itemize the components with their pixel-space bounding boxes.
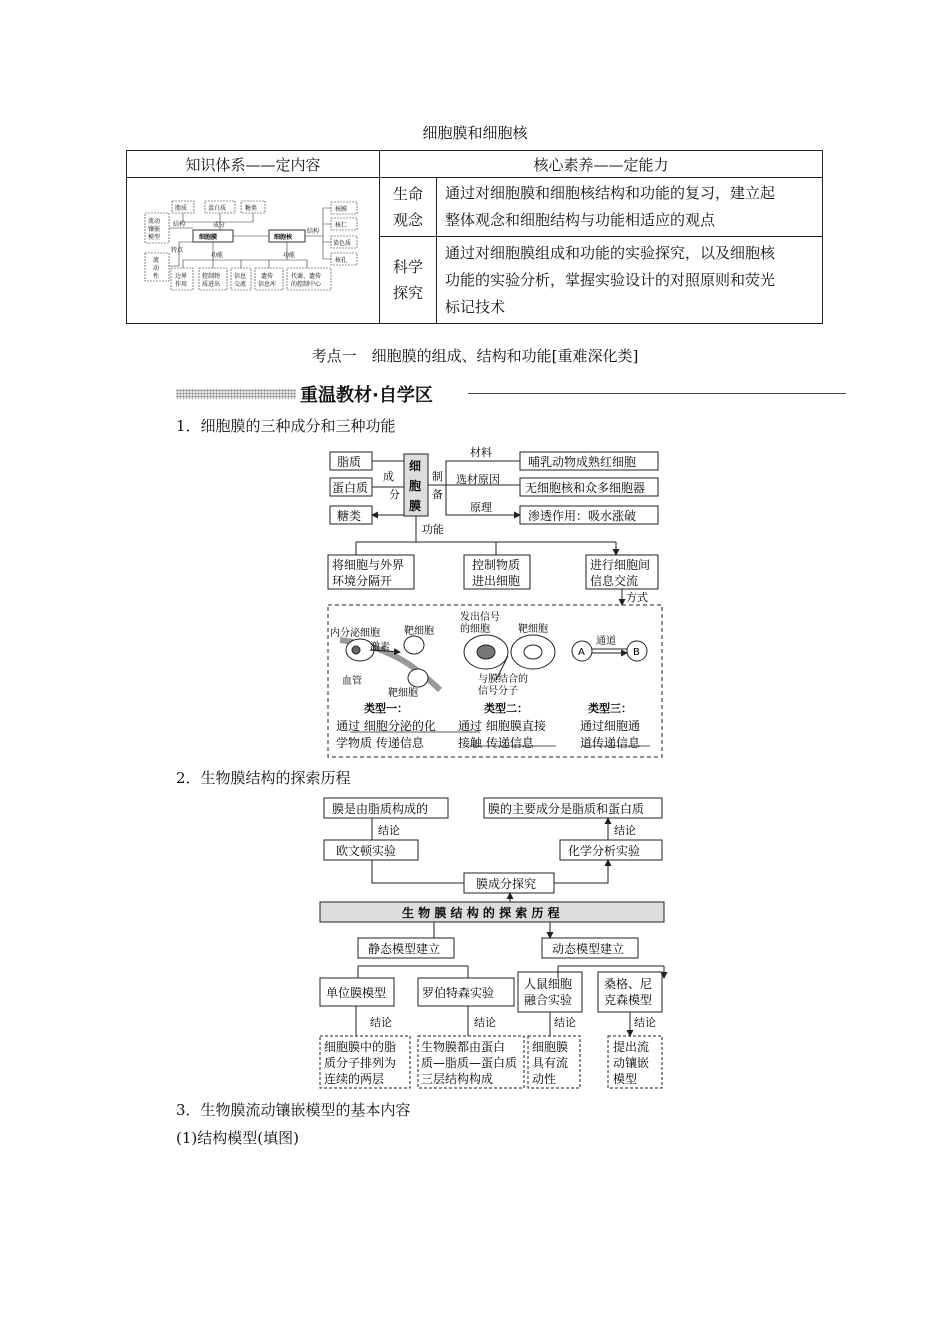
- page-title: 细胞膜和细胞核: [422, 124, 528, 142]
- mini-fluid-l3: 模型: [148, 233, 161, 241]
- mini-membrane: 细胞膜: [199, 233, 218, 241]
- mini-function2: 功能: [283, 251, 296, 259]
- robertson-experiment: 罗伯特森实验: [422, 986, 495, 1000]
- desc-line: 通过对细胞膜和细胞核结构和功能的复习，建立起: [445, 184, 776, 202]
- type1-vessel: 血管: [342, 676, 362, 687]
- desc-science-inquiry: [437, 237, 823, 324]
- mini-function: 功能: [211, 251, 224, 259]
- dotted-bar: [176, 389, 296, 399]
- result-material: 哺乳动物成熟红细胞: [528, 455, 637, 469]
- type2-target: 靶细胞: [518, 624, 548, 635]
- label-zhi: 制: [432, 470, 443, 483]
- function-2-l2: 进出细胞: [472, 574, 521, 588]
- knowledge-table: [126, 150, 823, 324]
- fusion-l2: 融合实验: [524, 993, 573, 1007]
- function-1-l2: 环境分隔开: [332, 574, 393, 588]
- singer-l2: 克森模型: [604, 993, 653, 1007]
- desc-line: 整体观念和细胞结构与功能相适应的观点: [445, 211, 716, 229]
- cat-line: 科学: [392, 258, 423, 276]
- type3-desc-l2: 道传递信息: [580, 736, 641, 750]
- cat-line: 生命: [392, 185, 423, 203]
- label-fen: 分: [389, 488, 400, 501]
- type2-sender-l2: 的细胞: [460, 624, 490, 635]
- result4-l2: 动镶嵌: [613, 1056, 650, 1070]
- type1-target-1: 靶细胞: [404, 626, 434, 637]
- label-method: 方式: [626, 591, 648, 604]
- type3-label: 类型三：: [588, 702, 632, 715]
- component-lipid: 脂质: [337, 455, 362, 469]
- mini-fluidity-l1: 流: [153, 256, 160, 264]
- label-conclusion-1: 结论: [370, 1016, 392, 1029]
- heading-3: 3．生物膜流动镶嵌模型的基本内容: [176, 1101, 411, 1119]
- type1-desc-l2: 学物质 传递信息: [336, 736, 424, 750]
- label-material: 材料: [470, 446, 492, 459]
- type2-signal-l1: 与膜结合的: [478, 674, 528, 685]
- type2-sender-l1: 发出信号: [460, 612, 500, 623]
- desc-line: 通过对细胞膜组成和功能的实验探究，以及细胞核: [445, 243, 776, 262]
- type1-secreting-cell: 内分泌细胞: [330, 628, 380, 639]
- mini-protein: 蛋白质: [208, 204, 227, 212]
- heading-3-sub: (1)结构模型(填图): [176, 1129, 299, 1147]
- result2-l3: 三层结构构成: [421, 1072, 494, 1086]
- mini-sugar: 糖类: [245, 204, 258, 212]
- mini-feature: 特点: [171, 246, 184, 254]
- result-principle: 渗透作用：吸水涨破: [528, 509, 637, 523]
- diagram-membrane-exploration-history: [318, 792, 668, 1092]
- mini-structure: 结构: [173, 220, 186, 228]
- category-life-concept: [380, 178, 437, 237]
- type1-label: 类型一：: [364, 702, 408, 715]
- label-bei: 备: [432, 488, 443, 501]
- mini-f5-l2: 的控制中心: [291, 280, 322, 288]
- mini-f2-l2: 质进出: [202, 280, 221, 288]
- mini-chromatin: 染色质: [333, 239, 352, 247]
- mini-f1-l1: 边界: [175, 272, 188, 280]
- chemical-analysis: 化学分析实验: [568, 844, 641, 858]
- function-3-l2: 信息交流: [590, 574, 639, 588]
- mini-nuclear-pore: 核孔: [335, 256, 348, 264]
- function-3-l1: 进行细胞间: [590, 558, 651, 572]
- label-conclusion-3: 结论: [554, 1016, 576, 1029]
- result3-l3: 动性: [532, 1072, 557, 1086]
- mini-component: 成分: [213, 221, 226, 229]
- desc-life-concept: [437, 178, 823, 237]
- result2-l2: 质—脂质—蛋白质: [421, 1056, 518, 1070]
- result3-l2: 具有流: [532, 1056, 569, 1070]
- result1-l2: 质分子排列为: [324, 1056, 397, 1070]
- mini-f2-l1: 控制物: [202, 272, 221, 280]
- category-science-inquiry: [380, 237, 437, 324]
- label-principle: 原理: [470, 501, 492, 514]
- mini-f5-l1: 代谢、遗传: [291, 272, 322, 280]
- result3-l1: 细胞膜: [532, 1040, 569, 1054]
- result-reason: 无细胞核和众多细胞器: [525, 481, 646, 495]
- mini-concept-map-cell: [127, 178, 380, 324]
- static-model: 静态模型建立: [368, 942, 441, 956]
- type1-target-2: 靶细胞: [388, 688, 418, 699]
- result2-l1: 生物膜都由蛋白: [421, 1040, 506, 1054]
- mini-lipid: 脂质: [175, 204, 188, 212]
- mini-fluidity-l3: 性: [153, 272, 160, 280]
- center-xi: 细: [409, 459, 422, 473]
- type2-label: 类型二：: [484, 702, 528, 715]
- label-conclusion-l: 结论: [378, 824, 400, 837]
- component-sugar: 糖类: [337, 509, 362, 523]
- section-rule: [468, 393, 846, 394]
- mini-nucleus: 细胞核: [274, 233, 293, 241]
- result4-l3: 模型: [613, 1072, 638, 1086]
- label-function: 功能: [422, 523, 444, 536]
- center-mo: 膜: [409, 499, 422, 513]
- mini-f4-l1: 遗传: [261, 272, 274, 280]
- mini-f3-l1: 信息: [234, 272, 247, 280]
- type1-hormone: 激素: [370, 642, 390, 653]
- unit-membrane-model: 单位膜模型: [326, 986, 387, 1000]
- mini-f3-l2: 交流: [234, 280, 247, 288]
- cat-line: 探究: [392, 284, 423, 302]
- overton-experiment: 欧文顿实验: [336, 844, 397, 858]
- type2-signal-l2: 信号分子: [478, 686, 518, 697]
- heading-2: 2．生物膜结构的探索历程: [176, 769, 351, 787]
- type3-cell-a: A: [578, 647, 585, 658]
- desc-line: 标记技术: [445, 297, 506, 316]
- mini-fluid-l1: 流动: [148, 217, 161, 225]
- result1-l1: 细胞膜中的脂: [324, 1040, 397, 1054]
- diagram-membrane-components-functions: [320, 440, 672, 762]
- mini-fluidity-l2: 动: [153, 264, 160, 272]
- section-header: [176, 381, 846, 405]
- label-cheng: 成: [383, 470, 394, 483]
- type3-channel: 通道: [596, 636, 616, 647]
- kaodian-heading: 考点一 细胞膜的组成、结构和功能[重难深化类]: [311, 347, 639, 365]
- label-conclusion-2: 结论: [474, 1016, 496, 1029]
- function-1-l1: 将细胞与外界: [332, 558, 405, 572]
- desc-line: 功能的实验分析，掌握实验设计的对照原则和荧光: [445, 270, 776, 289]
- type2-desc-l1: 通过 细胞膜直接: [458, 719, 546, 733]
- singer-l1: 桑格、尼: [604, 977, 653, 991]
- table-header-system: 知识体系——定内容: [127, 151, 380, 178]
- dynamic-model: 动态模型建立: [552, 942, 625, 956]
- mini-fluid-l2: 镶嵌: [148, 225, 161, 233]
- component-exploration: 膜成分探究: [476, 877, 537, 891]
- type2-desc-l2: 接触 传递信息: [458, 736, 534, 750]
- result4-l1: 提出流: [613, 1040, 650, 1054]
- function-2-l1: 控制物质: [472, 558, 521, 572]
- component-protein: 蛋白质: [332, 481, 369, 495]
- result1-l3: 连续的两层: [324, 1072, 385, 1086]
- mini-f1-l2: 作用: [175, 280, 188, 288]
- heading-1: 1．细胞膜的三种成分和三种功能: [176, 417, 396, 435]
- mini-structure2: 结构: [307, 227, 320, 235]
- mini-nucleolus: 核仁: [335, 221, 348, 229]
- label-conclusion-4: 结论: [634, 1016, 656, 1029]
- fusion-l1: 人鼠细胞: [524, 977, 573, 991]
- table-header-literacy: 核心素养——定能力: [380, 151, 823, 178]
- mini-concept-map: [127, 180, 379, 322]
- label-reason: 选材原因: [456, 473, 500, 486]
- mini-nuclear-envelope: 核膜: [335, 205, 348, 213]
- center-bao: 胞: [409, 479, 422, 493]
- type1-desc-l1: 通过 细胞分泌的化: [336, 719, 436, 733]
- type3-cell-b: B: [633, 647, 640, 658]
- history-banner: 生 物 膜 结 构 的 探 索 历 程: [402, 906, 560, 920]
- mini-f4-l2: 信息库: [258, 280, 277, 288]
- section-title: 重温教材·自学区: [300, 385, 433, 406]
- conclusion-lipid: 膜是由脂质构成的: [332, 802, 429, 816]
- label-conclusion-r: 结论: [614, 824, 636, 837]
- cat-line: 观念: [392, 211, 423, 229]
- type3-desc-l1: 通过细胞通: [580, 719, 641, 733]
- conclusion-lipid-protein: 膜的主要成分是脂质和蛋白质: [488, 802, 645, 816]
